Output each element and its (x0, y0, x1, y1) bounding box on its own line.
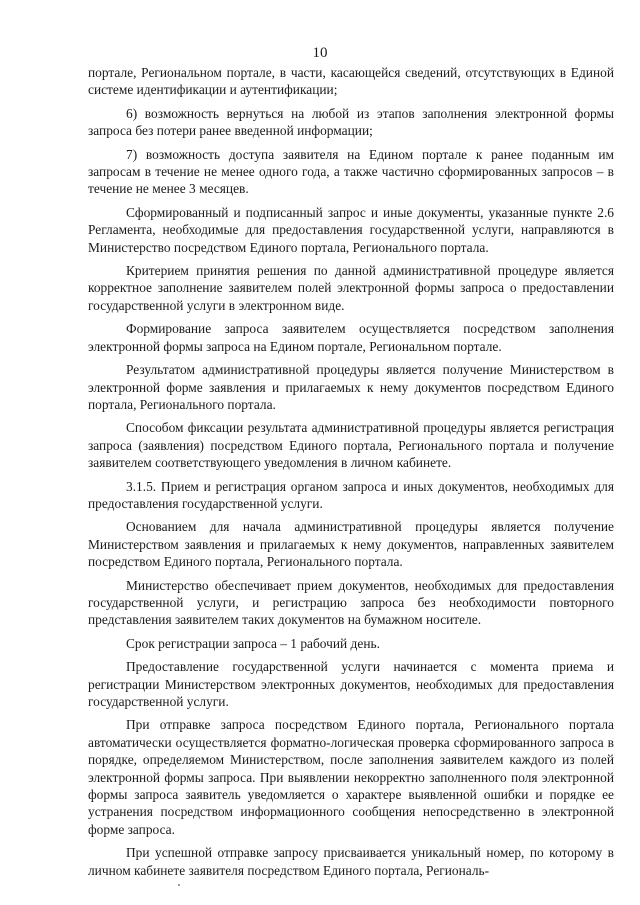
paragraph: 6) возможность вернуться на любой из этапов заполнения электронной формы запроса без потери ранее введенной информации; (88, 105, 614, 139)
paragraph: Формирование запроса заявителем осуществляется посредством заполнения электронной формы запроса на Едином портале, Региональном портале. (88, 321, 614, 354)
paragraph: Предоставление государственной услуги начинается с момента приема и регистрации Министерством электронных документов, необходимых для предоставления государственной услуги. (88, 659, 614, 709)
paragraph: Сформированный и подписанный запрос и иные документы, указанные пункте 2.6 Регламента, необходимые для предоставления государственной услуги, направляются в Министерство посредством Единого портала, Регионального портала. (88, 204, 614, 255)
page-number: 10 (312, 45, 328, 61)
scan-speck (178, 884, 180, 886)
paragraph: Срок регистрации запроса – 1 рабочий день. (126, 635, 380, 651)
paragraph: 7) возможность доступа заявителя на Едином портале к ранее поданным им запросам в течение не менее одного года, а также частично сформированных запросов – в течение не менее 3 месяцев. (88, 146, 614, 197)
paragraph: Результатом административной процедуры является получение Министерством в электронной форме заявления и прилагаемых к нему документов посредством Единого портала, Регионального портала. (88, 362, 614, 412)
paragraph: Критерием принятия решения по данной административной процедуре является корректное заполнение заявителем полей электронной формы запроса о предоставлении государственной услуги в электронном виде. (88, 263, 614, 313)
body-text (88, 64, 614, 885)
paragraph: Основанием для начала административной процедуры является получение Министерством заявления и прилагаемых к нему документов, направленных заявителем посредством Единого портала, Регионального портала. (88, 519, 614, 570)
paragraph: При успешной отправке запросу присваивается уникальный номер, по которому в личном кабинете заявителя посредством Единого портала, Региональ- (88, 845, 614, 878)
paragraph: Способом фиксации результата административной процедуры является регистрация запроса (заявления) посредством Единого портала, Регионального портала и получение заявителем соответствующего уведомления в личном кабинете. (88, 420, 614, 471)
paragraph: При отправке запроса посредством Единого портала, Регионального портала автоматически осуществляется форматно-логическая проверка сформированного запроса в порядке, определяемом Министерством, после заполнения заявителем каждого из полей электронной формы запроса. При выявлении некорректно заполненного поля электронной формы запроса заявитель уведомляется о характере выявленной ошибки и порядке ее устранения посредством информационного сообщения непосредственно в электронной форме запроса. (88, 717, 614, 837)
section-heading: 3.1.5. Прием и регистрация органом запроса и иных документов, необходимых для предоставления государственной услуги. (88, 478, 614, 511)
paragraph: порталe, Региональном портале, в части, касающейся сведений, отсутствующих в Единой системе идентификации и аутентификации; (88, 65, 614, 98)
paragraph: Министерство обеспечивает прием документов, необходимых для предоставления государственной услуги, и регистрацию запроса без необходимости повторного представления заявителем таких документов на бумажном носителе. (88, 577, 614, 628)
